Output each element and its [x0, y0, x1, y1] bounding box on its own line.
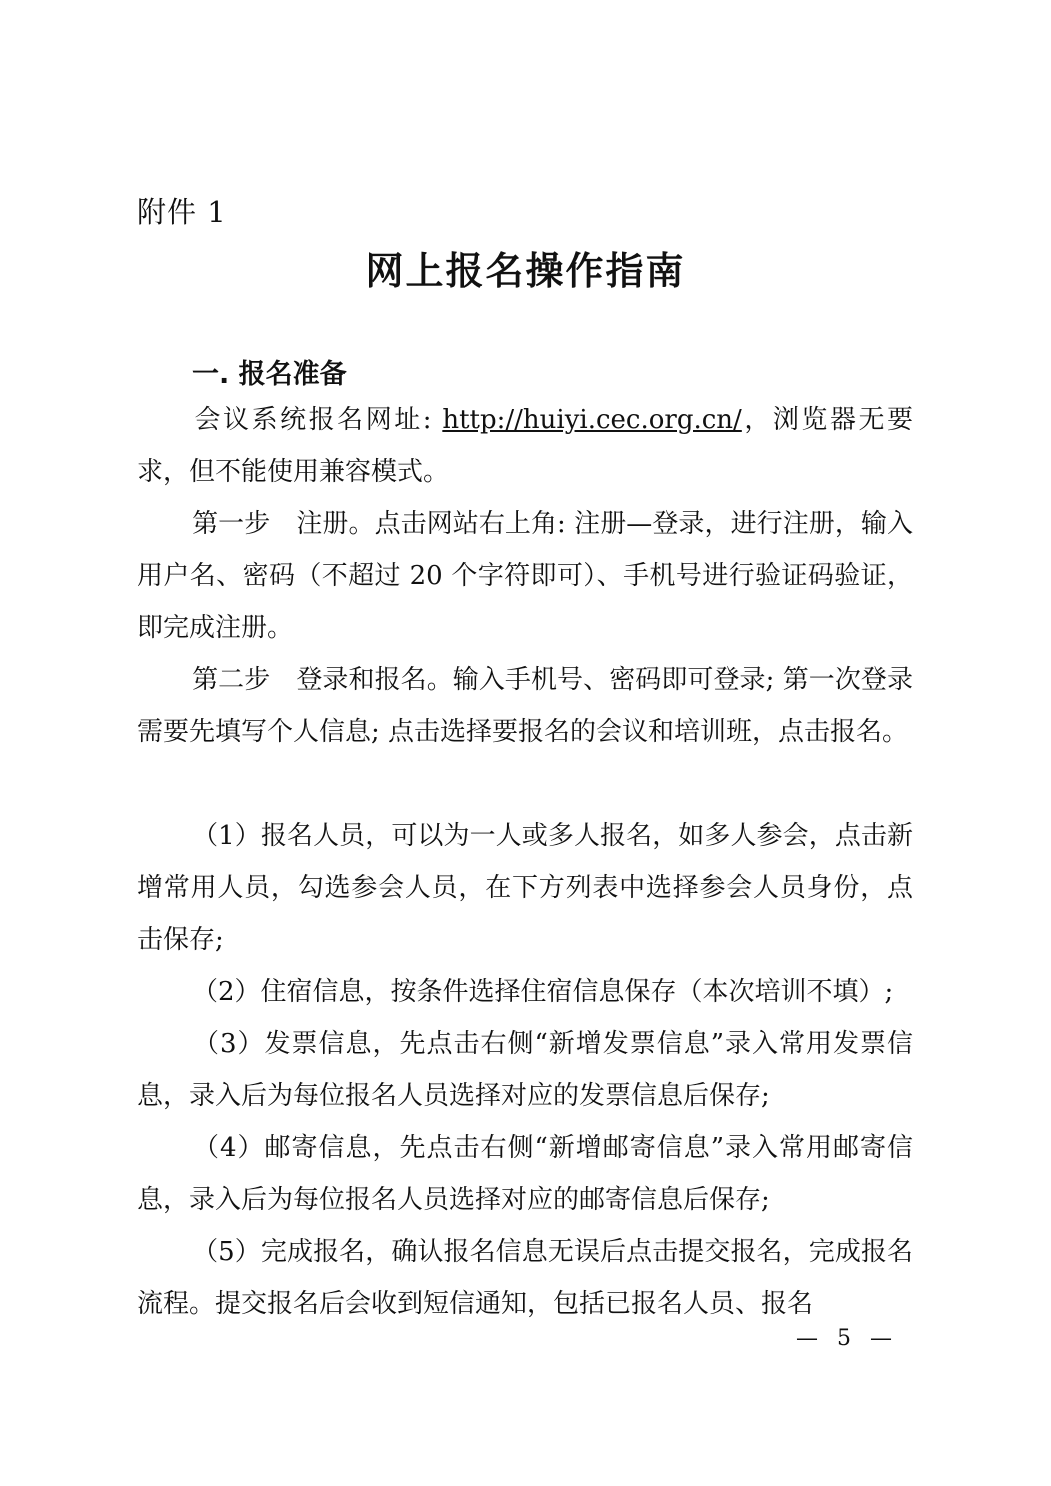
item-2-text: （2）住宿信息，按条件选择住宿信息保存（本次培训不填）;	[192, 977, 894, 1007]
paragraph-item-2	[137, 966, 913, 1018]
registration-url-link[interactable]: http://huiyi.cec.org.cn/	[442, 405, 742, 435]
paragraph-item-1	[137, 810, 913, 966]
item-4-text: （4）邮寄信息，先点击右侧“新增邮寄信息”录入常用邮寄信息，录入后为每位报名人员选择对应的邮寄信息后保存;	[137, 1133, 913, 1215]
item-1-text: （1）报名人员，可以为一人或多人报名，如多人参会，点击新增常用人员，勾选参会人员，在下方列表中选择参会人员身份，点击保存;	[137, 821, 913, 955]
item-3-text: （3）发票信息，先点击右侧“新增发票信息”录入常用发票信息，录入后为每位报名人员选择对应的发票信息后保存;	[137, 1029, 913, 1111]
page-number: — 5 —	[796, 1326, 898, 1351]
paragraph-step-two	[137, 654, 913, 758]
paragraph-item-3	[137, 1018, 913, 1122]
paragraph-step-one	[137, 498, 913, 654]
step-two-text: 第二步 登录和报名。输入手机号、密码即可登录; 第一次登录需要先填写个人信息; 点击选择要报名的会议和培训班，点击报名。	[137, 665, 913, 747]
paragraph-item-4	[137, 1122, 913, 1226]
page-title: 网上报名操作指南	[365, 248, 686, 293]
paragraph-registration-url	[137, 394, 913, 498]
section-heading: 一. 报名准备	[192, 359, 347, 390]
paragraph-item-5	[137, 1226, 913, 1330]
step-one-text: 第一步 注册。点击网站右上角: 注册—登录，进行注册，输入用户名、密码（不超过 20 个字符即可）、手机号进行验证码验证，即完成注册。	[137, 509, 913, 643]
item-5-text: （5）完成报名，确认报名信息无误后点击提交报名，完成报名流程。提交报名后会收到短信通知，包括已报名人员、报名	[137, 1237, 913, 1319]
url-trailing-text: ，浏览器无要求，但不能使用兼容模式。	[137, 405, 913, 487]
url-intro-text: 会议系统报名网址:	[192, 405, 443, 435]
attachment-label: 附件 1	[137, 195, 227, 229]
